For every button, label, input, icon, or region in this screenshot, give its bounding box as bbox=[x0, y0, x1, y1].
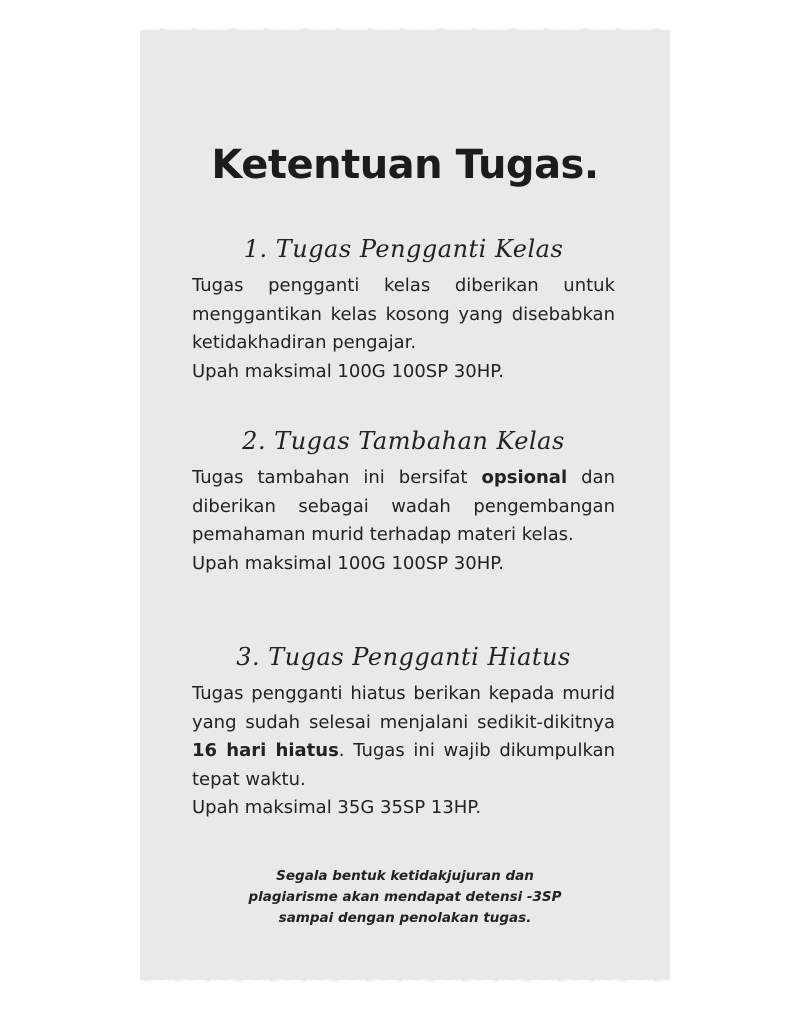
emphasis-text: opsional bbox=[481, 467, 568, 488]
plagiarism-note bbox=[200, 866, 610, 929]
section-heading: 2. Tugas Tambahan Kelas bbox=[242, 427, 565, 455]
section-wage: Upah maksimal 100G 100SP 30HP. bbox=[192, 360, 505, 382]
section-tugas-pengganti-hiatus bbox=[192, 634, 615, 823]
section-description: Tugas pengganti kelas diberikan untuk menggantikan kelas kosong yang disebabkan ketidakhadiran pengajar. bbox=[192, 275, 615, 353]
emphasis-text: 16 hari hiatus bbox=[192, 740, 339, 761]
section-body bbox=[192, 272, 615, 386]
note-line: sampai dengan penolakan tugas. bbox=[278, 910, 532, 926]
note-line: plagiarisme akan mendapat detensi -3SP bbox=[248, 889, 562, 905]
description-text: dan diberikan sebagai wadah pengembangan pemahaman murid terhadap materi kelas. bbox=[192, 467, 615, 545]
page-title: Ketentuan Tugas. bbox=[211, 142, 599, 188]
section-wage: Upah maksimal 35G 35SP 13HP. bbox=[192, 797, 482, 818]
section-description bbox=[192, 464, 615, 550]
description-text: Tugas tambahan ini bersifat bbox=[192, 467, 468, 488]
section-body bbox=[192, 680, 615, 823]
description-text: . Tugas ini wajib dikumpulkan tepat waktu. bbox=[192, 740, 615, 790]
section-tugas-tambahan-kelas bbox=[192, 418, 615, 578]
section-heading: 1. Tugas Pengganti Kelas bbox=[243, 235, 564, 263]
section-description bbox=[192, 680, 615, 794]
note-line: Segala bentuk ketidakjujuran dan bbox=[276, 868, 534, 884]
paper-sheet bbox=[140, 30, 670, 980]
section-wage: Upah maksimal 100G 100SP 30HP. bbox=[192, 552, 505, 574]
torn-edge-top bbox=[140, 26, 670, 38]
section-tugas-pengganti-kelas bbox=[192, 226, 615, 386]
section-body bbox=[192, 464, 615, 578]
section-heading: 3. Tugas Pengganti Hiatus bbox=[236, 643, 571, 671]
description-text: Tugas pengganti hiatus berikan kepada murid yang sudah selesai menjalani sedikit-dikitnya bbox=[192, 683, 615, 733]
torn-edge-bottom bbox=[140, 973, 670, 985]
